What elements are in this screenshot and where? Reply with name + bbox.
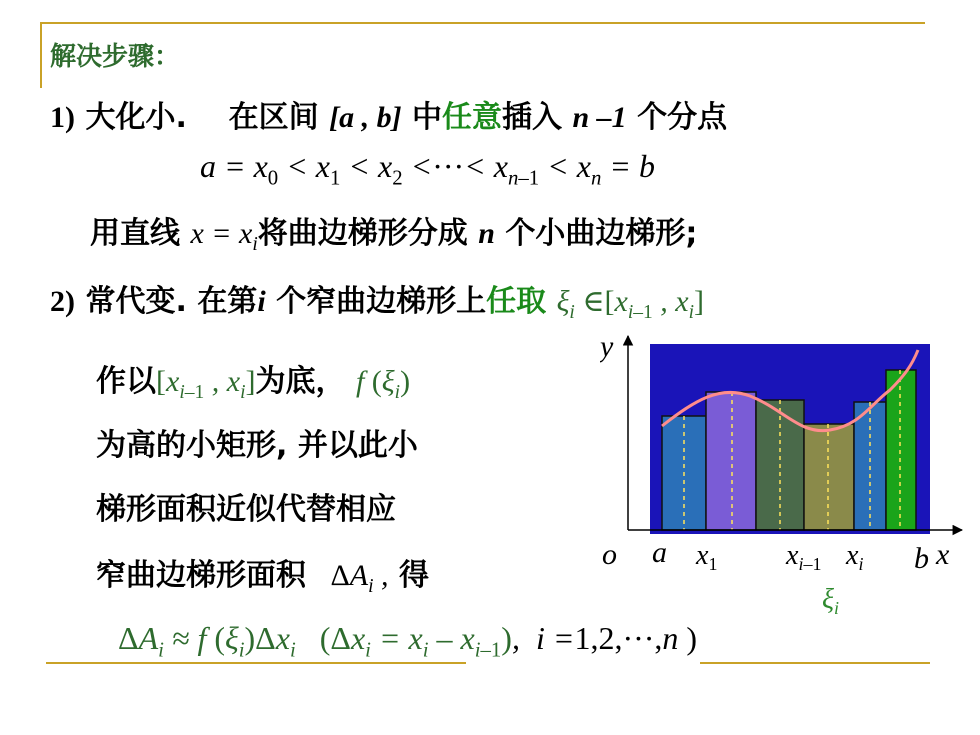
step2-i: i <box>257 285 266 318</box>
step2-text-a: 在第 <box>197 284 258 319</box>
step2-l1-b: 为底， <box>255 364 346 399</box>
step1-line <box>50 92 727 136</box>
origin-label: o <box>602 538 617 571</box>
step1-line2 <box>90 208 697 256</box>
label-xi: $x_i$ <box>846 540 864 574</box>
bottom-rule-left <box>46 662 466 664</box>
label-a: a <box>652 536 667 569</box>
x-label: x <box>936 538 950 571</box>
step2-l4-a: 窄曲边梯形面积 <box>96 558 306 593</box>
step2-l1-a: 作以 <box>96 364 156 399</box>
rect-2 <box>706 392 756 530</box>
step2-l2: 为高的小矩形, 并以此小 <box>96 428 418 463</box>
label-b: b <box>914 542 929 575</box>
label-xi-1: $x_i-1$ <box>786 540 822 574</box>
step1-text-b: 中 <box>412 100 443 135</box>
rect-6 <box>886 370 916 530</box>
step2-title: 常代变. <box>85 284 187 319</box>
step2-number: 2) <box>50 285 75 318</box>
rect-4 <box>804 424 854 530</box>
step1-interval: [a , b] <box>329 101 402 134</box>
line-equation: $x = x_i$ <box>190 217 258 255</box>
base-interval: [$x_{i-1}$ , $x_i$] <box>156 365 256 403</box>
step2-l4-b: 得 <box>398 558 429 593</box>
step1-line2-b: 将曲边梯形分成 <box>257 216 468 251</box>
step2-line <box>50 276 704 324</box>
step1-text-c: 插入 <box>502 100 563 135</box>
bottom-rule-right <box>700 662 930 664</box>
step1-title: 大化小. <box>85 100 187 135</box>
riemann-figure <box>600 330 970 630</box>
step2-l1 <box>96 356 410 404</box>
step1-highlight: 任意 <box>442 100 503 135</box>
heading: 解决步骤： <box>50 42 181 72</box>
step2-highlight: 任取 <box>486 284 547 319</box>
step2-text-b: 个窄曲边梯形上 <box>276 284 487 319</box>
partition-formula: $a = x_0 < x_1 < x_2$ <···< $x_{n-1} < x_n = b$ <box>200 148 655 190</box>
step1-number: 1) <box>50 101 75 134</box>
step2-l3: 梯形面积近似代替相应 <box>96 492 396 527</box>
height-fxi: f $(\xi_i)$ <box>355 365 411 403</box>
step2-l4 <box>96 550 429 598</box>
y-label: y <box>600 330 614 363</box>
top-rule <box>40 22 925 24</box>
final-formula: $\Delta A_i \approx f$ $(\xi_i)\Delta x_i$ $(\Delta x_i = x_i - x_{i-1})$, i =1,2,···,n ) <box>118 620 698 662</box>
left-rule <box>40 22 42 88</box>
label-xi-greek: $\xi_i$ <box>822 584 840 618</box>
label-x1: $x_1$ <box>696 540 718 574</box>
delta-a: $\Delta A_i$ , <box>330 559 389 597</box>
xi-membership: $\xi_i$ $\in[x_{i-1}$ , $x_i$] <box>556 285 705 323</box>
step1-line2-c: 个小曲边梯形; <box>505 216 698 251</box>
step1-text-a: 在区间 <box>228 100 319 135</box>
step1-text-d: 个分点 <box>637 100 728 135</box>
step1-n: n <box>478 217 495 250</box>
step1-count: n –1 <box>572 101 627 134</box>
step1-line2-a: 用直线 <box>90 216 180 251</box>
